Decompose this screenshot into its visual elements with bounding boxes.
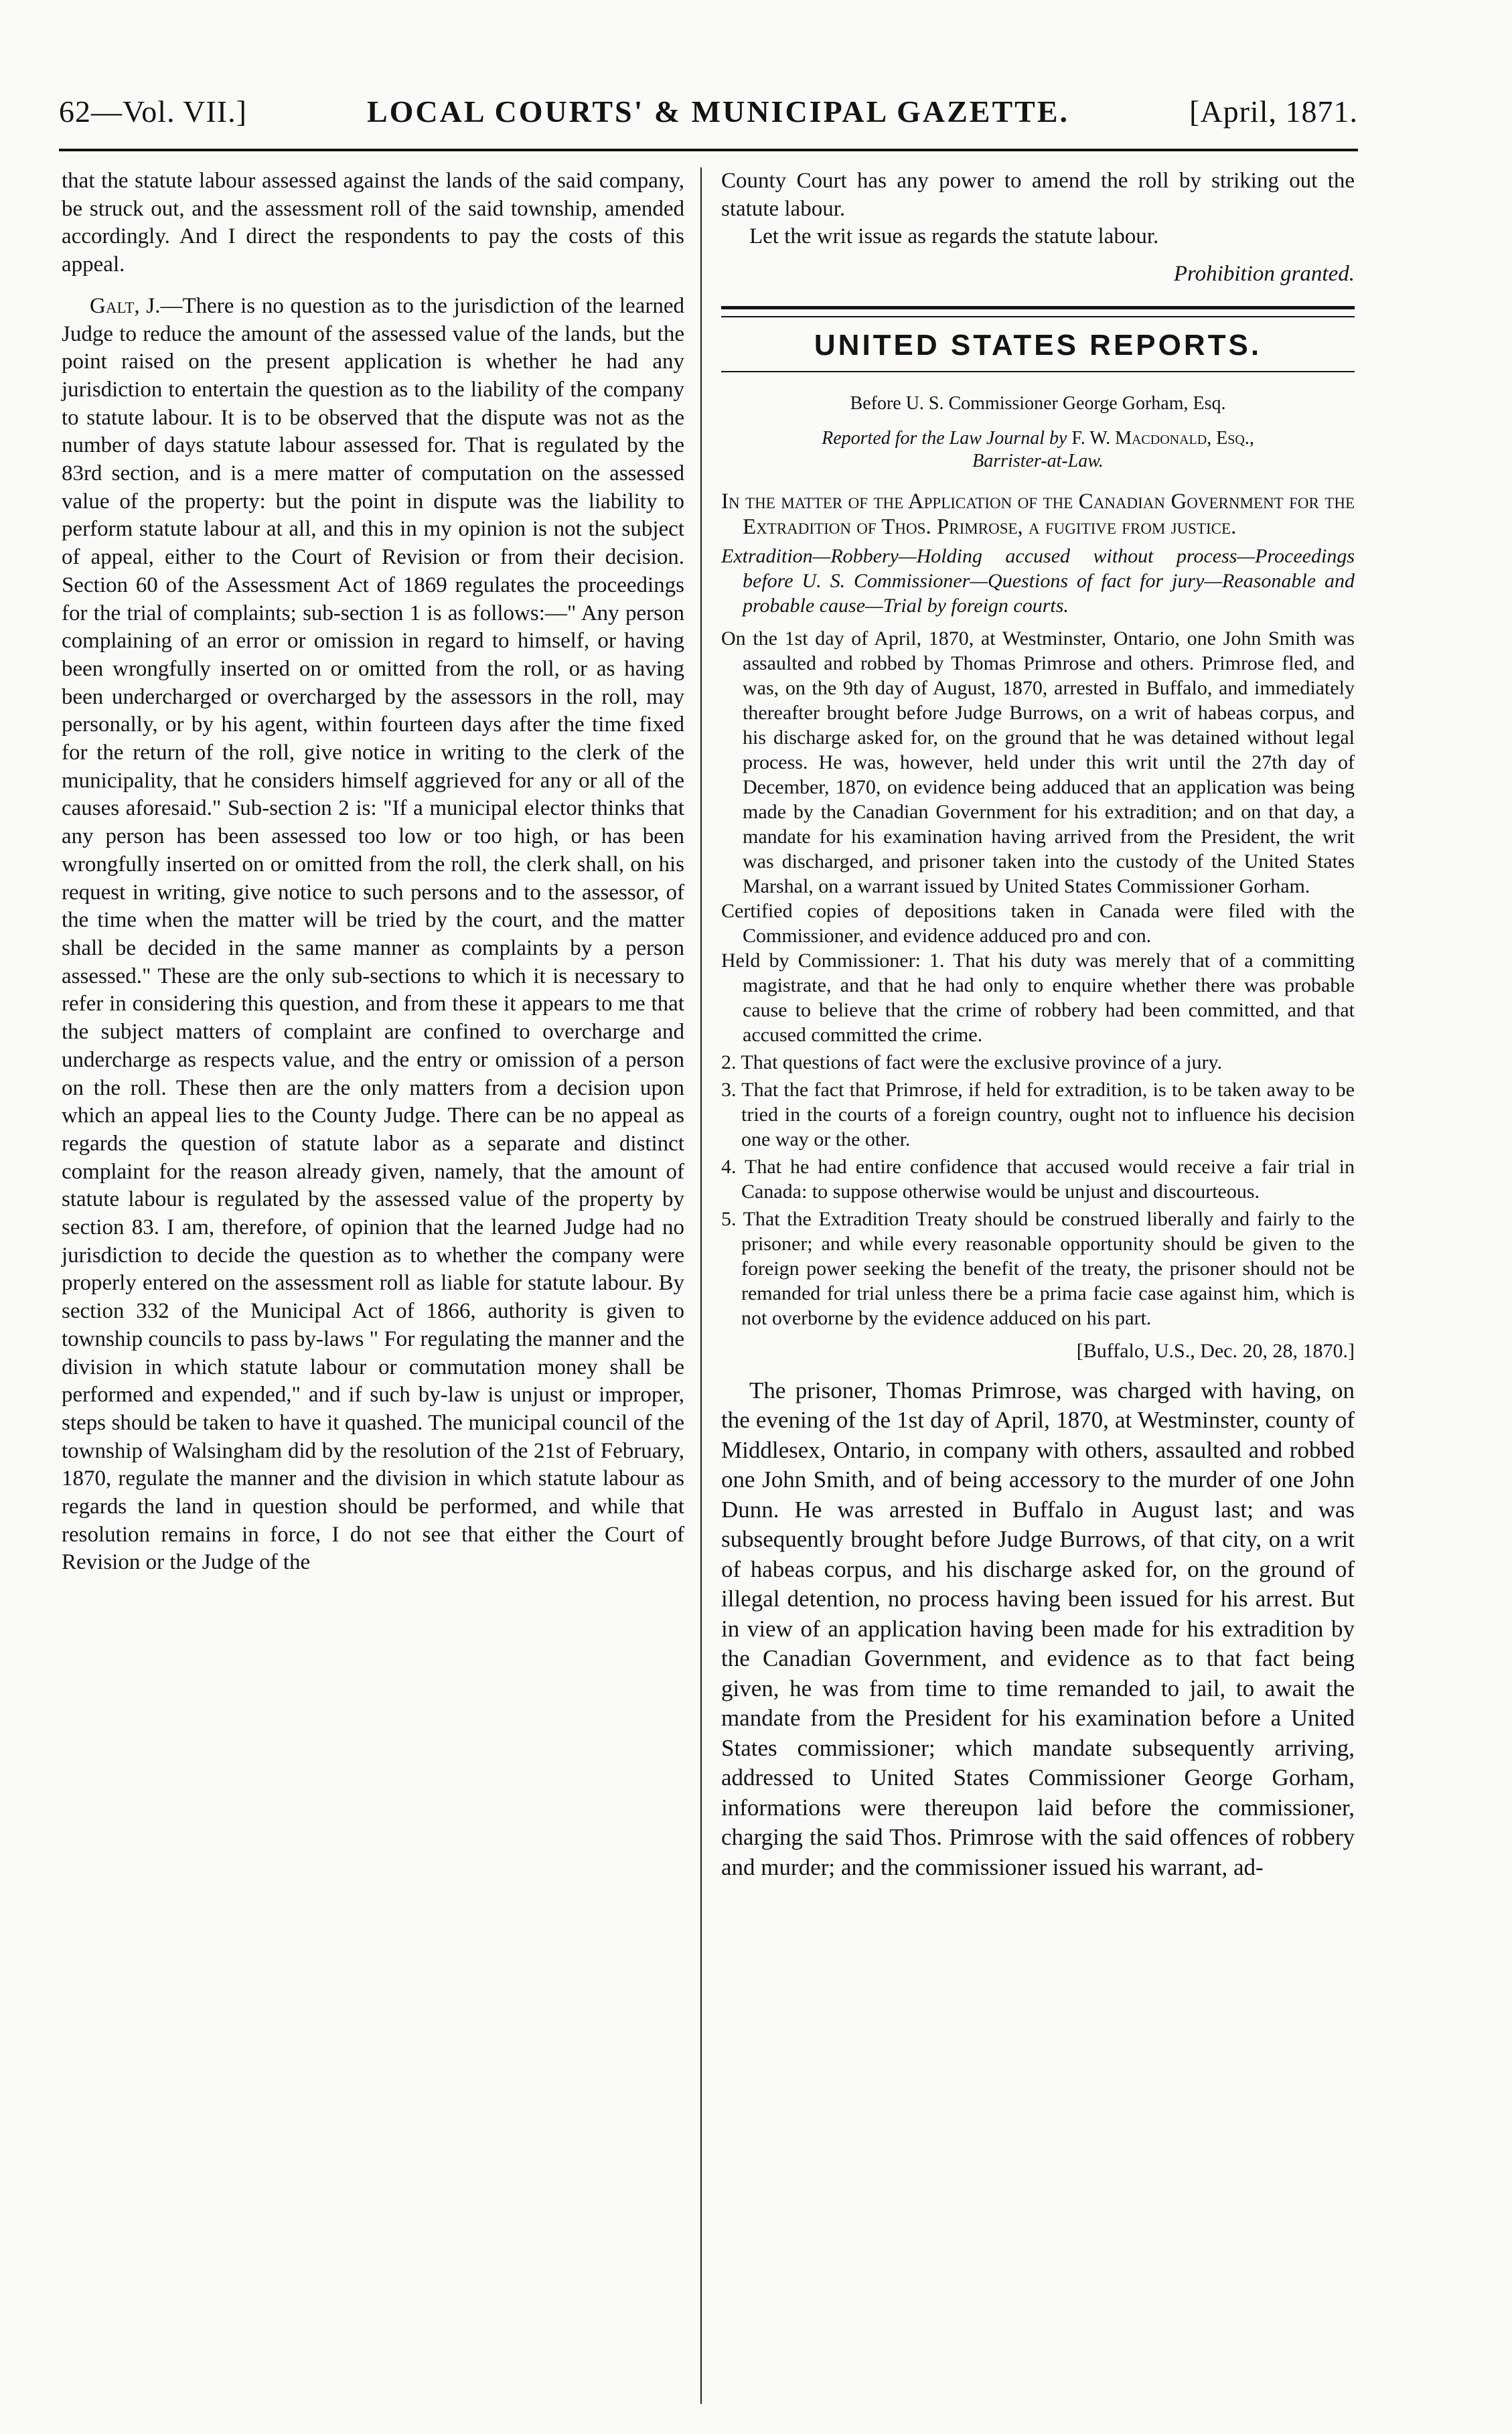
reported-by: [721, 427, 1355, 450]
column-divider: [700, 167, 702, 2404]
page-header: [59, 94, 1358, 147]
opinion-body: The prisoner, Thomas Primrose, was charged with having, on the evening of the 1st day of April, 1870, at Westminster, county of Middlesex, Ontario, in company with others, assaulted and robbed one John Smith, and of being accessory to the murder of one John Dunn. He was arrested in Buffalo in August last; and was subsequently brought before Judge Burrows, of that city, on a writ of habeas corpus, and his discharge asked for, on the ground of illegal detention, no process having been issued for his arrest. But in view of an application having been made for his extradition by the Canadian Government, and evidence as to that fact being given, he was from time to time remanded to jail, to await the mandate from the President for his examination before a United States commissioner; which mandate subsequently arriving, addressed to United States Commissioner George Gorham, informations were thereupon laid before the commissioner, charging the said Thos. Primrose with the said offences of robbery and murder; and the commissioner issued his warrant, ad-: [721, 1377, 1355, 1880]
certified-depositions: Certified copies of depositions taken in Canada were filed with the Commissioner, and evidence adduced pro and con.: [721, 899, 1355, 947]
held-2: 2. That questions of fact were the exclusive province of a jury.: [721, 1051, 1223, 1073]
right-paragraph-2: Let the writ issue as regards the statute labour.: [749, 224, 1159, 249]
right-column: [721, 167, 1355, 1882]
before-commissioner: Before U. S. Commissioner George Gorham, Esq.: [850, 392, 1226, 414]
section-rule-bottom: [721, 371, 1355, 372]
held-4: 4. That he had entire confidence that accused would receive a fair trial in Canada: to suppose otherwise would be unjust and discourteous.: [721, 1155, 1355, 1203]
held-5: 5. That the Extradition Treaty should be construed liberally and fairly to the prisoner; and while every reasonable opportunity should be given to the foreign power seeking the benefit of the treaty, the prisoner should not be remanded for trial unless there be a prima facie case against him, which is not overborne by the evidence adduced on his part.: [721, 1207, 1355, 1329]
left-paragraph-1: that the statute labour assessed against the lands of the said company, be struck out, and the assessment roll of the said township, amended accordingly. And I direct the respondents to pay the costs of this appeal.: [62, 169, 684, 277]
header-rule: [59, 149, 1358, 151]
held-3: 3. That the fact that Primrose, if held for extradition, is to be taken away to be tried in the courts of a foreign country, ought not to influence his decision one way or the other.: [721, 1078, 1355, 1150]
case-citation: [Buffalo, U.S., Dec. 20, 28, 1870.]: [1076, 1339, 1355, 1362]
case-title: In the matter of the Application of the Canadian Government for the Extradition of Thos. Primrose, a fugitive from justice.: [721, 489, 1355, 539]
disposition: Prohibition granted.: [1173, 262, 1355, 287]
reported-by-label: Reported for the Law Journal by: [822, 427, 1067, 449]
issue-date: [April, 1871.: [1189, 94, 1358, 129]
reporter-title: Barrister-at-Law.: [972, 450, 1104, 471]
judgment-text: —There is no question as to the jurisdiction of the learned Judge to reduce the amount of the assessed value of the lands, but the point raised on the present application is whether he had any jurisdiction to entertain the question as to the liability of the company to statute labour. It is to be observed that the dispute was not as the number of days statute labour assessed for. That is regulated by the 83rd section, and is a mere matter of computation on the assessed value of the property: but the point in dispute was the liability to perform statute labour at all, and this in my opinion is not the subject of appeal, either to the Court of Revision or from their decision. Section 60 of the Assessment Act of 1869 regulates the proceedings for the trial of complaints; sub-section 1 is as follows:—" Any person complaining of an error or omission in regard to himself, or having been wrongfully inserted on or omitted from the roll, or as having been undercharged or overcharged by the assessors in the roll, may personally, or by his agent, within fourteen days after the time fixed for the return of the roll, give notice in writing to the clerk of the municipality, that he considers himself aggrieved for any or all of the causes aforesaid." Sub-section 2 is: "If a municipal elector thinks that any person has been assessed too low or too high, or has been wrongfully inserted on or omitted from the roll, the clerk shall, on his request in writing, give notice to such persons and to the assessor, of the time when the matter will be tried by the court, and the matter shall be decided in the same manner as complaints by a person assessed." These are the only sub-sections to which it is necessary to refer in considering this question, and from these it appears to me that the subject matters of complaint are confined to overcharge and undercharge as respects value, and the entry or omission of a person on the roll. These then are the only matters from a decision upon which an appeal lies to the County Judge. There can be no appeal as regards the question of statute labor as a separate and distinct complaint for the reason already given, namely, that the amount of statute labour is regulated by the assessed value of the property by section 83. I am, therefore, of opinion that the learned Judge had no jurisdiction to decide the question as to whether the company were properly entered on the assessment roll as liable for statute labour. By section 332 of the Municipal Act of 1866, authority is given to township councils to pass by-laws " For regulating the manner and the division in which statute labour or commutation money shall be performed and expended," and if such by-law is unjust or improper, steps should be taken to have it quashed. The municipal council of the township of Walsingham did by the resolution of the 21st of February, 1870, regulate the manner and the division in which statute labour as regards the land in question should be performed, and while that resolution remains in force, I do not see that either the Court of Revision or the Judge of the: [62, 293, 684, 1575]
section-title: UNITED STATES REPORTS.: [814, 328, 1262, 362]
publication-title: LOCAL COURTS' & MUNICIPAL GAZETTE.: [366, 94, 1070, 129]
left-paragraph-2: [62, 293, 684, 1577]
section-rule-top: [721, 306, 1355, 317]
held-1: Held by Commissioner: 1. That his duty was merely that of a committing magistrate, and that he had only to enquire whether there was probable cause to believe that the crime of robbery had been committed, and that accused committed the crime.: [721, 949, 1355, 1046]
headnote: Extradition—Robbery—Holding accused without process—Proceedings before U. S. Commissioner—Questions of fact for jury—Reasonable and probable cause—Trial by foreign courts.: [721, 544, 1355, 617]
right-paragraph-1: County Court has any power to amend the roll by striking out the statute labour.: [721, 169, 1355, 221]
judge-name: Galt, J.: [90, 293, 161, 318]
left-column: [62, 167, 684, 1577]
reporter-name: F. W. Macdonald, Esq.,: [1071, 427, 1254, 449]
facts-summary: On the 1st day of April, 1870, at Westminster, Ontario, one John Smith was assaulted and robbed by Thomas Primrose and others. Primrose fled, and was, on the 9th day of August, 1870, arrested in Buffalo, and immediately thereafter brought before Judge Burrows, on a writ of habeas corpus, and his discharge asked for, on the ground that he was detained without legal process. He was, however, held under this writ until the 27th day of December, 1870, on evidence being adduced that an application was being made by the Canadian Government for his extradition; and on that day, a mandate for his examination having arrived from the President, the writ was discharged, and prisoner taken into the custody of the United States Marshal, on a warrant issued by United States Commissioner Gorham.: [721, 627, 1355, 897]
page-number-volume: 62—Vol. VII.]: [59, 94, 247, 129]
